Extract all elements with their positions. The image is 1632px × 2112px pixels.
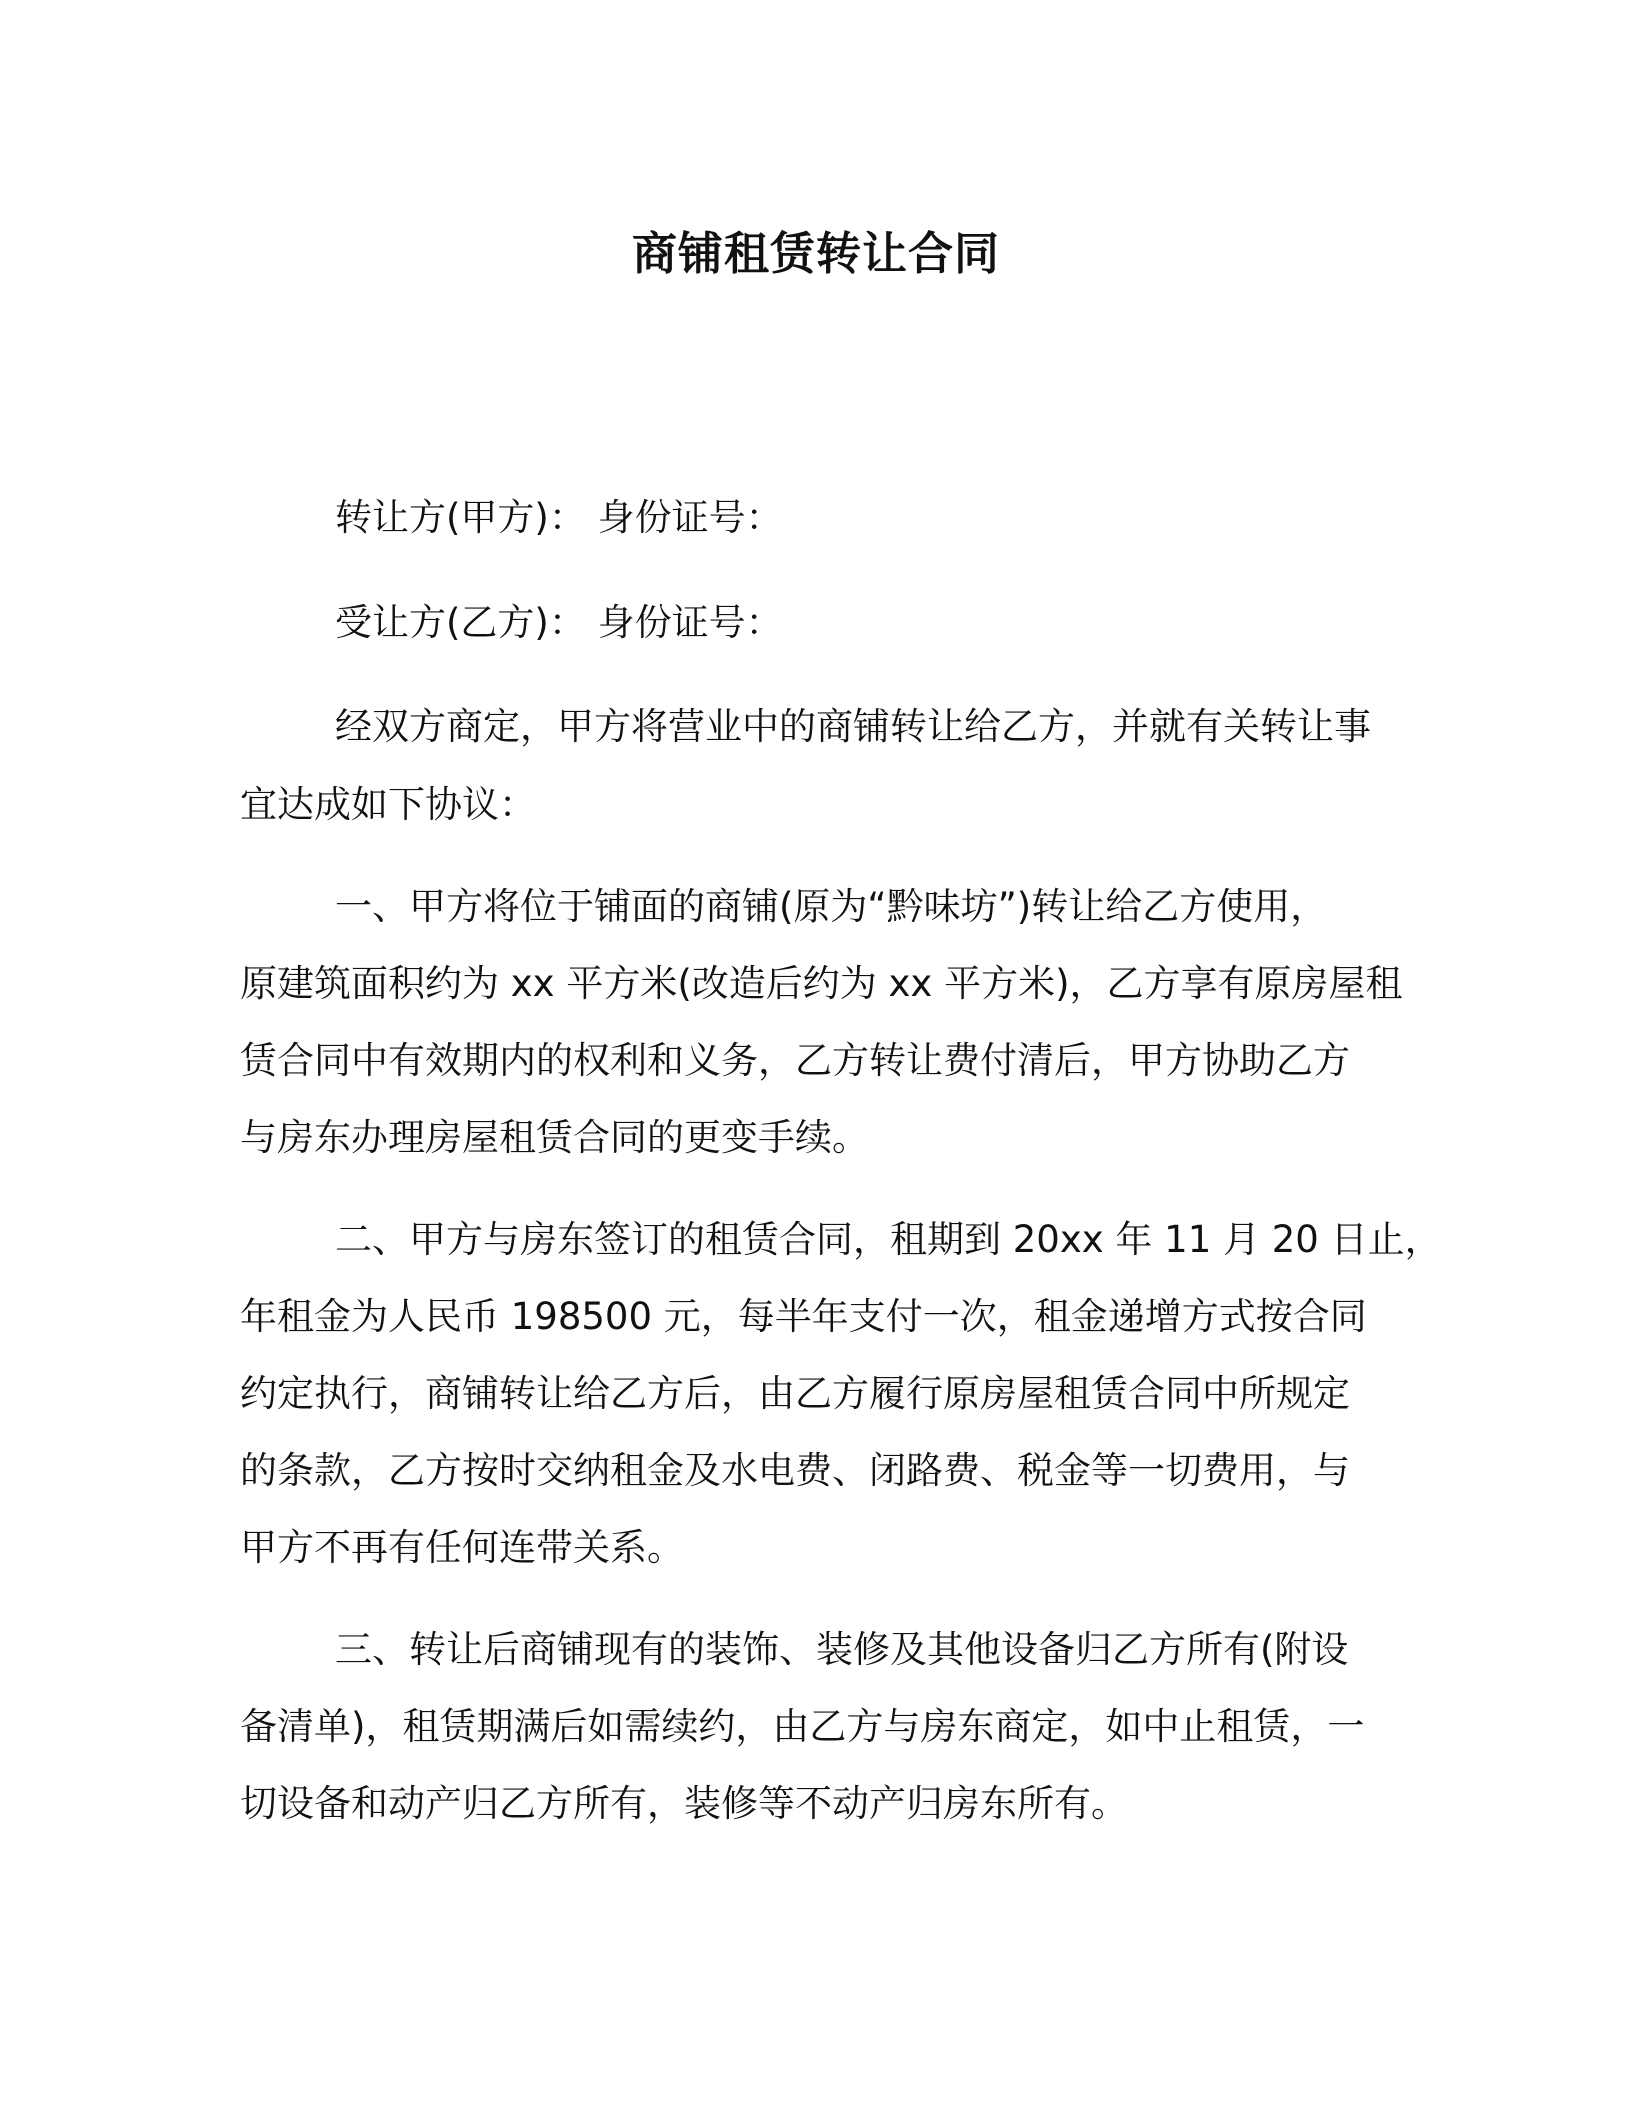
- party-b-line: 受让方(乙方)： 身份证号：: [335, 601, 783, 644]
- paragraph-line: 的条款，乙方按时交纳租金及水电费、闭路费、税金等一切费用，与: [240, 1449, 1350, 1492]
- paragraph-line: 一、甲方将位于铺面的商铺(原为“黔味坊”)转让给乙方使用，: [335, 885, 1328, 928]
- party-a-line: 转让方(甲方)： 身份证号：: [335, 496, 783, 539]
- paragraph-line: 赁合同中有效期内的权利和义务，乙方转让费付清后，甲方协助乙方: [240, 1039, 1350, 1082]
- paragraph-line: 约定执行，商铺转让给乙方后，由乙方履行原房屋租赁合同中所规定: [240, 1372, 1350, 1415]
- document-title: 商铺租赁转让合同: [631, 227, 1000, 280]
- paragraph-line: 年租金为人民币 198500 元，每半年支付一次，租金递增方式按合同: [240, 1295, 1367, 1338]
- paragraph-line: 三、转让后商铺现有的装饰、装修及其他设备归乙方所有(附设: [335, 1628, 1349, 1671]
- paragraph-line: 宜达成如下协议：: [240, 783, 536, 826]
- paragraph-line: 甲方不再有任何连带关系。: [240, 1526, 684, 1569]
- paragraph-line: 备清单)，租赁期满后如需续约，由乙方与房东商定，如中止租赁，一: [240, 1705, 1365, 1748]
- paragraph-line: 与房东办理房屋租赁合同的更变手续。: [240, 1116, 869, 1159]
- paragraph-line: 切设备和动产归乙方所有，装修等不动产归房东所有。: [240, 1782, 1128, 1825]
- paragraph-line: 原建筑面积约为 xx 平方米(改造后约为 xx 平方米)，乙方享有原房屋租: [240, 962, 1403, 1005]
- paragraph-line: 经双方商定，甲方将营业中的商铺转让给乙方，并就有关转让事: [335, 705, 1371, 748]
- paragraph-line: 二、甲方与房东签订的租赁合同，租期到 20xx 年 11 月 20 日止，: [335, 1218, 1442, 1261]
